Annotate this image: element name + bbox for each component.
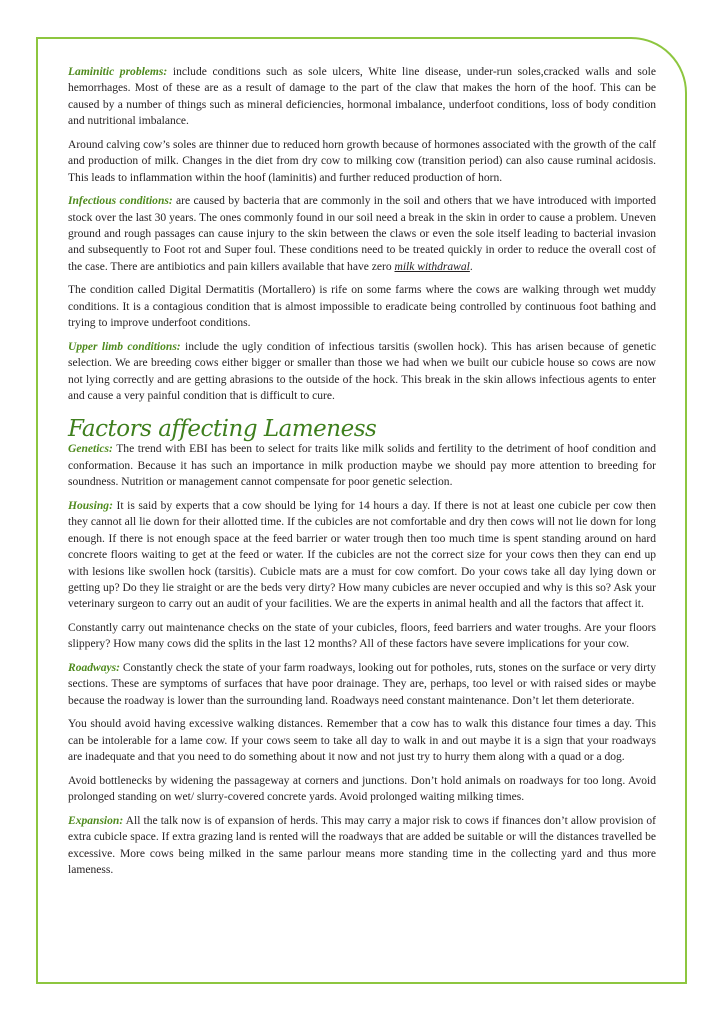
paragraph-genetics <box>68 441 656 490</box>
paragraph-text: include conditions such as sole ulcers, White line disease, under-run soles,cracked walls and sole hemorrhages. Most of these are as a result of damage to the part of the claw that makes the horn of the hoof. This can be caused by a number of things such as mineral deficiencies, hormonal imbalance, underfoot conditions, loss of body condition and nutritional imbalance. <box>68 66 657 128</box>
paragraph-housing <box>68 498 656 613</box>
inline-heading-housing: Housing: <box>68 499 113 512</box>
paragraph-text: Around calving cow’s soles are thinner due to reduced horn growth because of hormones associated with the growth of the calf and production of milk. Changes in the diet from dry cow to milking cow (transition period) can also cause ruminal acidosis. This leads to inflammation within the hoof (laminitis) and further reduced production of horn. <box>68 138 656 184</box>
paragraph-walking-distances <box>68 716 656 765</box>
paragraph-maintenance <box>68 620 656 653</box>
paragraph-expansion <box>68 813 656 879</box>
inline-heading-expansion: Expansion: <box>68 814 124 827</box>
inline-heading-upper-limb: Upper limb conditions: <box>68 340 181 353</box>
inline-heading-infectious: Infectious conditions: <box>68 195 173 208</box>
paragraph-laminitic <box>68 64 656 130</box>
inline-heading-roadways: Roadways: <box>68 661 120 674</box>
paragraph-text: include the ugly condition of infectious tarsitis (swollen hock). This has arisen because of genetic selection. We are breeding cows either bigger or smaller than those we had when we built our cubicle house so cows are now not lying correctly and are getting abrasions to the outside of the hock. This break in the skin allows infectious agents to enter and cause a very painful condition that is difficult to cure. <box>68 340 656 403</box>
paragraph-text: All the talk now is of expansion of herds. This may carry a major risk to cows if finances don’t allow provision of extra cubicle space. If extra grazing land is rented will the roadways that are added be suitable or will the distances travelled be excessive. More cows being milked in the same parlour means more standing time in the collecting yard and thus more lameness. <box>68 814 656 876</box>
paragraph-text: You should avoid having excessive walking distances. Remember that a cow has to walk this distance four times a day. This can be intolerable for a lame cow. If your cows seem to take all day to walk in and out maybe it is a sign that your roadways are inadequate and that you need to do something about it now and not just try to hurry them along with a quad or a dog. <box>68 718 656 764</box>
inline-heading-genetics: Genetics: <box>68 443 113 456</box>
inline-heading-laminitic: Laminitic problems: <box>68 66 168 78</box>
paragraph-text: Constantly carry out maintenance checks on the state of your cubicles, floors, feed barriers and water troughs. Are your floors slippery? How many cows did the splits in the last 12 months? All of these factors have severe implications for your cow. <box>68 621 656 651</box>
paragraph-text: are caused by bacteria that are commonly in the soil and others that we have introduced with imported stock over the last 30 years. The ones commonly found in our soil need a break in the skin in order to cause a problem. Uneven ground and rough passages can cause injury to the skin between the claws or even the sole itself leading to bacterial invasion and subsequently to Foot rot and Super foul. These conditions need to be treated quickly in order to reduce the overall cost of the case. There are antibiotics and pain killers available that have zero <box>68 195 657 273</box>
milk-withdrawal-term: milk withdrawal <box>394 260 470 273</box>
paragraph-bottlenecks <box>68 773 656 806</box>
paragraph-text: The condition called Digital Dermatitis (Mortallero) is rife on some farms where the cows are walking through wet muddy conditions. It is a contagious condition that is almost impossible to eradicate being controlled by continuous foot bathing and trying to improve underfoot conditions. <box>68 284 656 330</box>
paragraph-digital-dermatitis <box>68 282 656 331</box>
paragraph-text: Constantly check the state of your farm roadways, looking out for potholes, ruts, stones on the surface or very dirty sections. These are symptoms of surfaces that have poor drainage. They are, perhaps, too level or with raised sides or maybe because the roadway is lower than the surrounding land. Roadways need constant maintenance. Don’t let them deteriorate. <box>68 661 656 707</box>
paragraph-text-end: . <box>469 260 473 273</box>
paragraph-text: Avoid bottlenecks by widening the passageway at corners and junctions. Don’t hold animals on roadways for too long. Avoid prolonged standing on wet/ slurry-covered concrete yards. Avoid prolonged waiting milking times. <box>68 774 656 804</box>
paragraph-infectious <box>68 193 656 275</box>
paragraph-upper-limb <box>68 339 656 405</box>
paragraph-text: It is said by experts that a cow should be lying for 14 hours a day. If there is not at least one cubicle per cow then they cannot all lie down for their allotted time. If the cubicles are not comfortable and dry then cows will not lie down for long enough. If there is not enough space at the feed barrier or water trough then too much time is spent standing around on hard concrete floors waiting to get at the feed or water. If the cubicles are not the correct size for your cows then they can end up with lesions like swollen hock (tarsitis). Cubicle mats are a must for cow comfort. Do your cows take all day lying down or getting up? Do they lie straight or are the beds very dirty? How many cubicles are never occupied and why is this so? Ask your veterinary surgeon to carry out an audit of your facilities. We are the experts in animal health and all the factors that affect it. <box>68 499 656 611</box>
section-heading-factors: Factors affecting Lameness <box>68 416 377 443</box>
paragraph-roadways <box>68 660 656 709</box>
paragraph-text: The trend with EBI has been to select for traits like milk solids and fertility to the detriment of hoof condition and conformation. Because it has such an importance in milk production maybe we should pay more attention to breeding for soundness. Nutrition or management cannot compensate for poor genetic selection. <box>68 443 656 489</box>
article-body <box>68 64 656 886</box>
paragraph-calving <box>68 137 656 186</box>
